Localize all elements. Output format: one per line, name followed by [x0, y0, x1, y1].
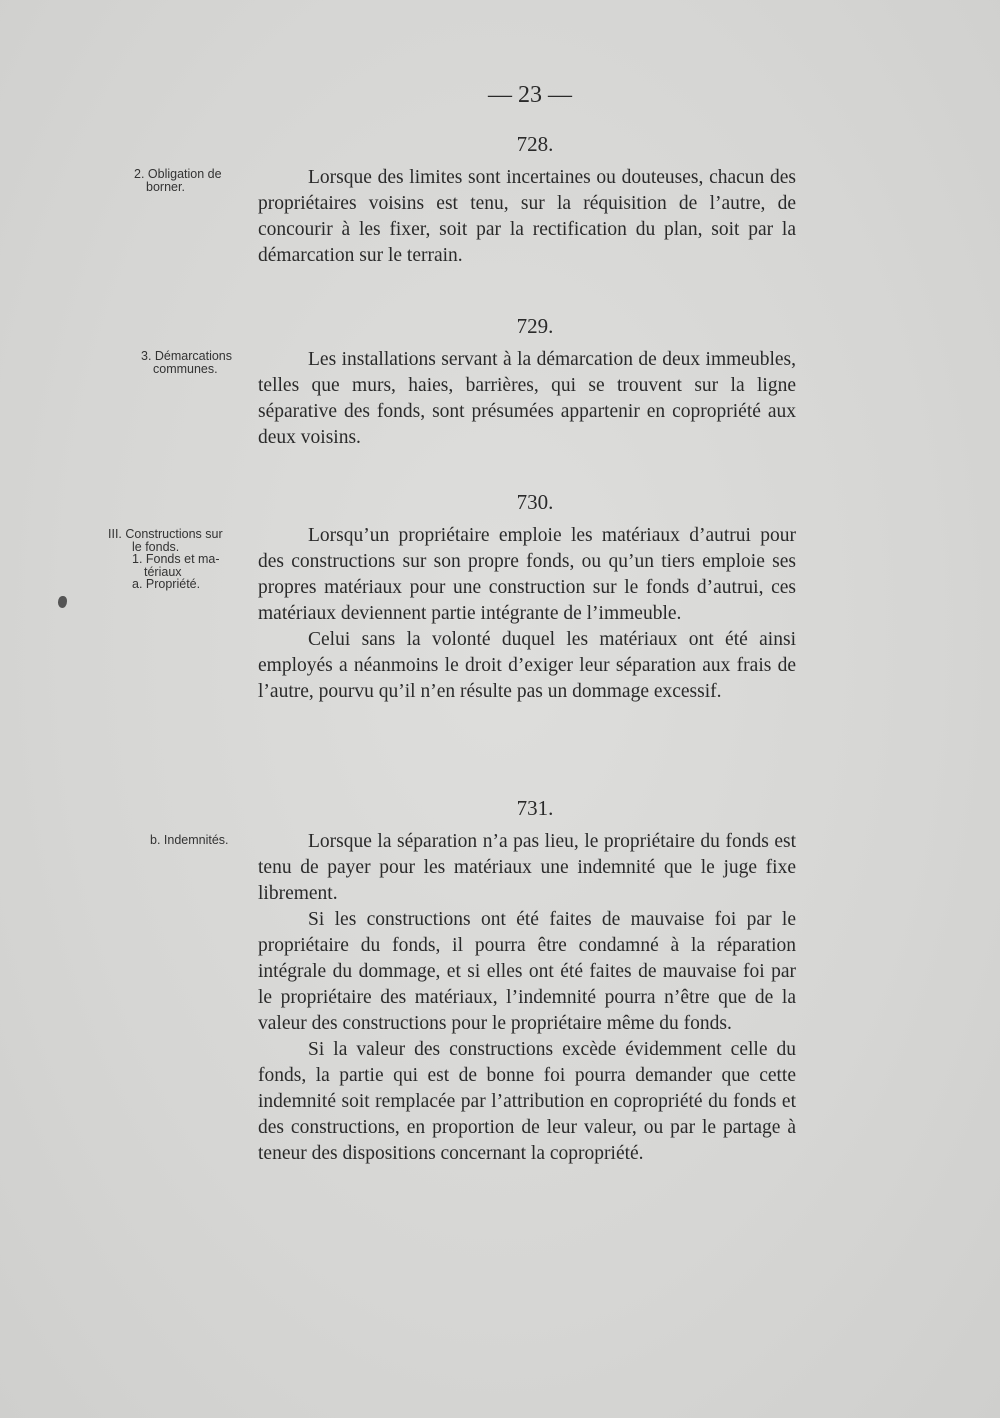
article-731	[258, 796, 796, 1167]
margin-note-line: borner.	[146, 179, 185, 194]
article-paragraph: Si les constructions ont été faites de mauvaise foi par le propriétaire du fonds, il pourra être condamné à la réparation intégrale du dommage, et si elles ont été faites de mauvaise foi par le propriétaire des matériaux, l’indemnité pourra n’être que de la valeur des constructions pour le propriétaire même du fonds.	[258, 909, 796, 1034]
margin-note-line: b. Indemnités.	[150, 833, 229, 847]
margin-note-line: le fonds.	[132, 539, 180, 554]
margin-note-728	[134, 168, 264, 193]
ink-speck	[58, 596, 67, 608]
article-paragraph: Les installations servant à la démarcation de deux immeubles, telles que murs, haies, barrières, qui se trouvent sur la ligne séparative des fonds, sont présumées appartenir en copropriété aux deux voisins.	[258, 349, 796, 448]
margin-note-line: III. Constructions sur	[108, 527, 223, 541]
page-number: — 23 —	[488, 82, 572, 108]
margin-note-line: a. Propriété.	[132, 577, 201, 591]
article-number: 728.	[516, 132, 554, 156]
article-728	[258, 132, 796, 269]
margin-note-729	[141, 350, 271, 375]
article-paragraph: Lorsqu’un propriétaire emploie les matériaux d’autrui pour des constructions sur son propre fonds, ou qu’un tiers emploie ses propres matériaux pour une construction sur le fonds d’autrui, ces matériaux deviennent partie intégrante de l’immeuble.	[258, 525, 796, 624]
margin-note-line: 1. Fonds et ma-	[132, 552, 220, 566]
article-730	[258, 490, 796, 705]
article-number: 729.	[516, 314, 554, 338]
margin-note-730	[108, 528, 238, 591]
article-paragraph: Lorsque des limites sont incertaines ou douteuses, chacun des propriétaires voisins est tenu, sur la réquisition de l’autre, de concourir à les fixer, soit par la rectification du plan, soit par la démarcation sur le terrain.	[258, 167, 796, 266]
margin-note-line: tériaux	[144, 564, 182, 579]
article-number: 730.	[516, 490, 554, 514]
article-paragraph: Lorsque la séparation n’a pas lieu, le propriétaire du fonds est tenu de payer pour les matériaux une indemnité que le juge fixe librement.	[258, 831, 796, 904]
article-paragraph: Celui sans la volonté duquel les matériaux ont été ainsi employés a néanmoins le droit d’exiger leur séparation aux frais de l’autre, pourvu qu’il n’en résulte pas un dommage excessif.	[258, 629, 796, 702]
margin-note-line: 2. Obligation de	[134, 167, 222, 181]
margin-note-line: communes.	[153, 361, 218, 376]
article-paragraph: Si la valeur des constructions excède évidemment celle du fonds, la partie qui est de bonne foi pourra demander que cette indemnité soit remplacée par l’attribution en copropriété du fonds et des constructions, en proportion de leur valeur, ou par le partage à teneur des dispositions concernant la copropriété.	[258, 1039, 796, 1164]
article-number: 731.	[516, 796, 554, 820]
margin-note-line: 3. Démarcations	[141, 349, 233, 363]
article-729	[258, 314, 796, 451]
